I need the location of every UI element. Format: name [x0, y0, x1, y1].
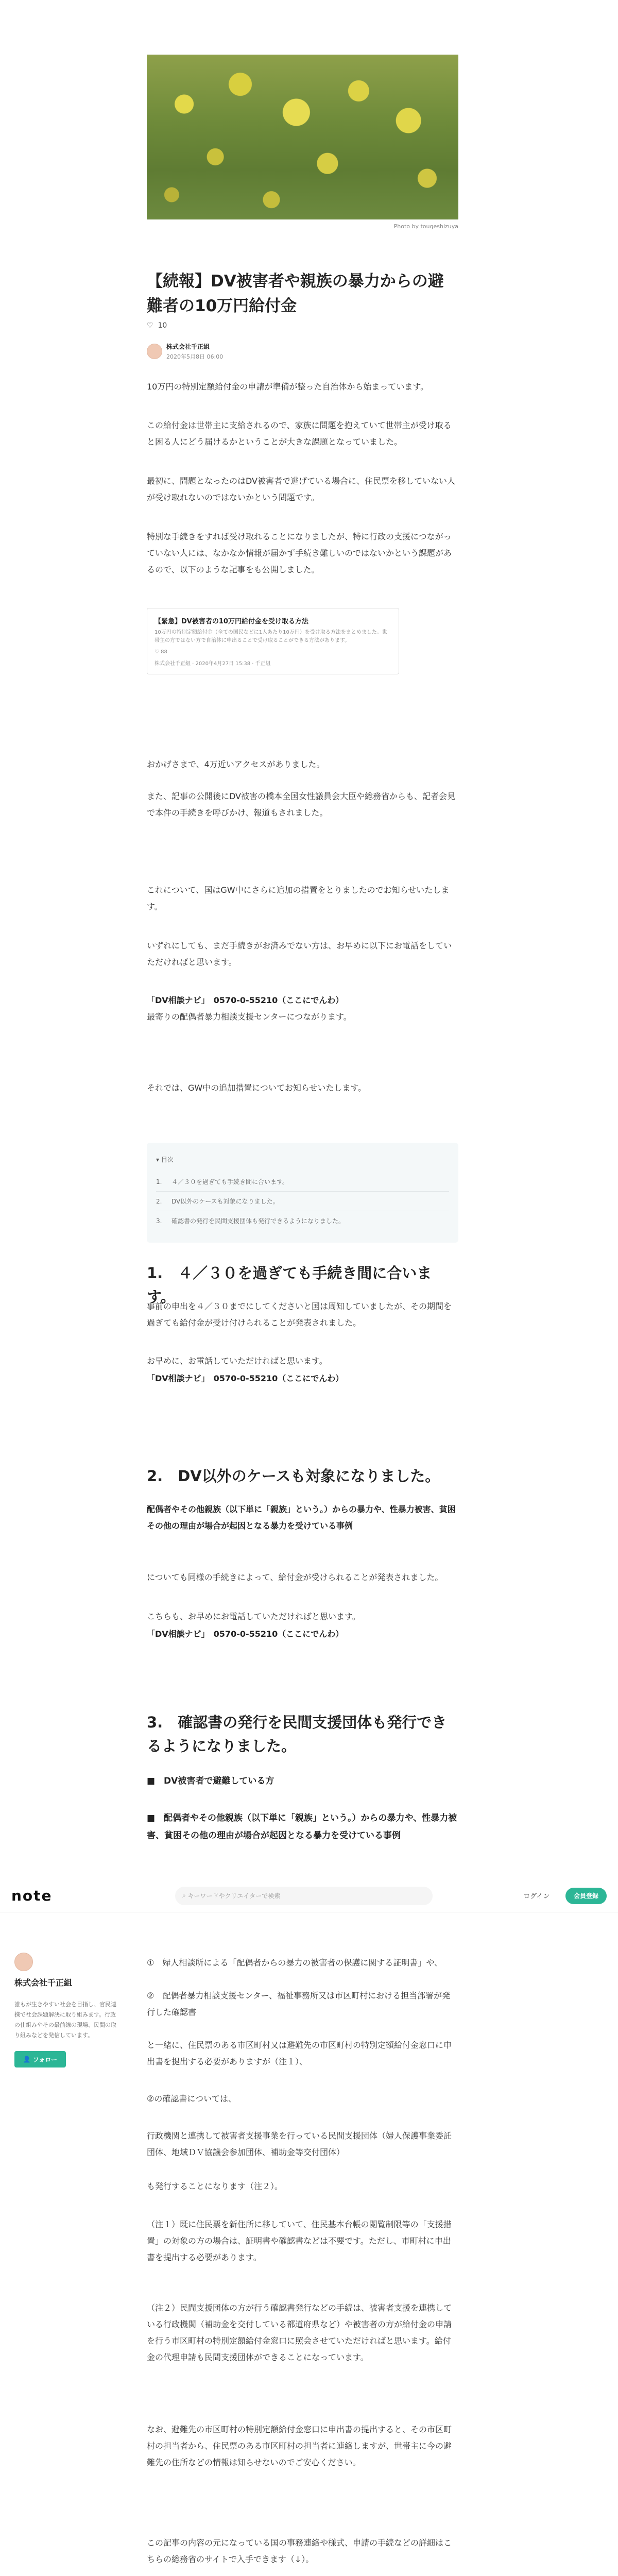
- toc-item[interactable]: 3. 確認書の発行を民間支援団体も発行できるようになりました。: [156, 1217, 345, 1225]
- publish-date: 2020年5月8日 06:00: [166, 353, 224, 360]
- author-sidebar: [14, 1953, 117, 2067]
- note-logo[interactable]: note: [11, 1887, 53, 1904]
- paragraph: も発行することになります（注２）。: [147, 2181, 283, 2191]
- phone-number: 「DV相談ナビ」 0570-0-55210（ここにでんわ）: [147, 1629, 344, 1639]
- like-count[interactable]: ♡ 10: [147, 321, 167, 330]
- paragraph: お早めに、お電話していただければと思います。: [147, 1356, 328, 1366]
- search-icon: ⌕: [182, 1892, 188, 1899]
- section-heading: 1. ４／３０を過ぎても手続き間に合います。: [147, 1264, 432, 1306]
- embed-likes: ♡ 88: [154, 649, 167, 655]
- toc-item[interactable]: 2. DV以外のケースも対象になりました。: [156, 1192, 449, 1211]
- hero-image: [147, 55, 458, 219]
- paragraph: この記事の内容の元になっている国の事務連絡や様式、申請の手続などの詳細はこちらの総務省のサイトで入手できます（↓）。: [147, 2538, 452, 2564]
- embedded-note-card[interactable]: [147, 608, 399, 674]
- subheading: ■ 配偶者やその他親族（以下単に「親族」という。）からの暴力や、性暴力被害、貧困その他の理由が場合が起因となる暴力を受けている事例: [147, 1813, 457, 1841]
- embed-author: 株式会社千正組 · 2020年4月27日 15:38 · 千正組: [154, 661, 271, 667]
- paragraph: 行政機関と連携して被害者支援事業を行っている民間支援団体（婦人保護事業委託団体、地域ＤＶ協議会参加団体、補助金等交付団体）: [147, 2131, 452, 2157]
- toc-item[interactable]: 1. ４／３０を過ぎても手続き間に合います。: [156, 1172, 449, 1192]
- table-of-contents: [147, 1143, 458, 1243]
- phone-number: 「DV相談ナビ」 0570-0-55210（ここにでんわ）: [147, 1374, 344, 1383]
- paragraph: いずれにしても、まだ手続きがお済みでない方は、お早めに以下にお電話をしていただければと思います。: [147, 941, 452, 967]
- photo-credit[interactable]: Photo by tougeshizuya: [393, 223, 458, 230]
- paragraph: なお、避難先の市区町村の特別定額給付金窓口に申出書の提出すると、その市区町村の担当者から、住民票のある市区町村の担当者に連絡しますが、世帯主に今の避難先の住所などの情報は知らせないのでご安心ください。: [147, 2425, 452, 2467]
- embed-description: 10万円の特別定額給付金（全ての国民などに1人あたり10万円）を受け取る方法をまとめました。世帯主の方ではない方で自治体に申出ることで受け取ることができる方法があります。: [154, 630, 387, 643]
- paragraph: 最寄りの配偶者暴力相談支援センターにつながります。: [147, 1012, 352, 1022]
- signup-button[interactable]: 会員登録: [565, 1888, 607, 1904]
- section-heading: 2. DV以外のケースも対象になりました。: [147, 1467, 440, 1485]
- paragraph: 特別な手続きをすれば受け取れることになりましたが、特に行政の支援につながっていない人には、なかなか情報が届かず手続き難しいのではないかという課題があるので、以下のような記事をも公開しました。: [147, 532, 452, 574]
- embed-title[interactable]: 【緊急】DV被害者の10万円給付金を受け取る方法: [154, 618, 308, 625]
- paragraph: についても同様の手続きによって、給付金が受けられることが発表されました。: [147, 1572, 443, 1582]
- article-title: 【続報】DV被害者や親族の暴力からの避難者の10万円給付金: [147, 272, 444, 315]
- paragraph: こちらも、お早めにお電話していただければと思います。: [147, 1612, 360, 1621]
- paragraph: 10万円の特別定額給付金の申請が準備が整った自治体から始まっています。: [147, 382, 429, 392]
- subheading: ■ DV被害者で避難している方: [147, 1776, 274, 1786]
- person-icon: 👤: [23, 2056, 33, 2063]
- note-paragraph: （注２）民間支援団体の方が行う確認書発行などの手続は、被害者支援を連携している行政機関（補助金を交付している都道府県など）や被害者の方が給付金の申請を行う市区町村の特別定額給付金窓口に照会させていただければと思います。給付金の代理申請も民間支援団体ができることになっています。: [147, 2303, 452, 2362]
- paragraph: それでは、GW中の追加措置についてお知らせいたします。: [147, 1083, 367, 1093]
- toc-heading[interactable]: ▾ 目次: [156, 1156, 174, 1163]
- author-info[interactable]: [147, 342, 223, 361]
- top-navbar: [0, 1879, 618, 1912]
- paragraph: と一緒に、住民票のある市区町村又は避難先の市区町村の特別定額給付金窓口に申出書を提出する必要がありますが（注１）、: [147, 2040, 452, 2066]
- paragraph: ① 婦人相談所による「配偶者からの暴力の被害者の保護に関する証明書」や、: [147, 1958, 443, 1968]
- paragraph: おかげさまで、4万近いアクセスがありました。: [147, 759, 325, 769]
- paragraph: ②の確認書については、: [147, 2094, 237, 2104]
- heart-icon[interactable]: ♡: [147, 321, 153, 330]
- author-name[interactable]: 株式会社千正組: [14, 1978, 73, 1988]
- paragraph: 配偶者やその他親族（以下単に「親族」という。）からの暴力や、性暴力被害、貧困その他の理由が場合が起因となる暴力を受けている事例: [147, 1504, 456, 1531]
- paragraph: この給付金は世帯主に支給されるので、家族に問題を抱えていて世帯主が受け取ると困る人にどう届けるかということが大きな課題となっていました。: [147, 420, 452, 447]
- paragraph: また、記事の公開後にDV被害の橋本全国女性議員会大臣や総務省からも、記者会見で本件の手続きを呼びかけ、報道もされました。: [147, 791, 455, 818]
- paragraph: ② 配偶者暴力相談支援センター、福祉事務所又は市区町村における担当部署が発行した確認書: [147, 1991, 451, 2017]
- paragraph: これについて、国はGW中にさらに追加の措置をとりましたのでお知らせいたします。: [147, 885, 450, 911]
- paragraph: 事前の申出を４／３０までにしてくださいと国は周知していましたが、その期間を過ぎても給付金が受け付けられることが発表されました。: [147, 1301, 452, 1328]
- login-button[interactable]: ログイン: [523, 1893, 550, 1901]
- search-input[interactable]: ⌕ キーワードやクリエイターで検索: [175, 1887, 433, 1905]
- author-name[interactable]: 株式会社千正組: [166, 343, 210, 350]
- note-paragraph: （注１）既に住民票を新住所に移していて、住民基本台帳の閲覧制限等の「支援措置」の対象の方の場合は、証明書や確認書などは不要です。ただし、市町村に申出書を提出する必要があります。: [147, 2219, 452, 2262]
- avatar[interactable]: [14, 1953, 33, 1971]
- author-description: 誰もが生きやすい社会を目指し、官民連携で社会課題解決に取り組みます。行政の仕組みやその最前線の現場、民間の取り組みなどを発信しています。: [14, 2001, 116, 2039]
- section-heading: 3. 確認書の発行を民間支援団体も発行できるようになりました。: [147, 1714, 447, 1755]
- follow-button[interactable]: 👤 フォロー: [14, 2051, 66, 2067]
- avatar[interactable]: [147, 344, 162, 359]
- paragraph: 最初に、問題となったのはDV被害者で逃げている場合に、住民票を移していない人が受け取れないのではないかという問題です。: [147, 476, 455, 502]
- phone-number: 「DV相談ナビ」 0570-0-55210（ここにでんわ）: [147, 995, 344, 1005]
